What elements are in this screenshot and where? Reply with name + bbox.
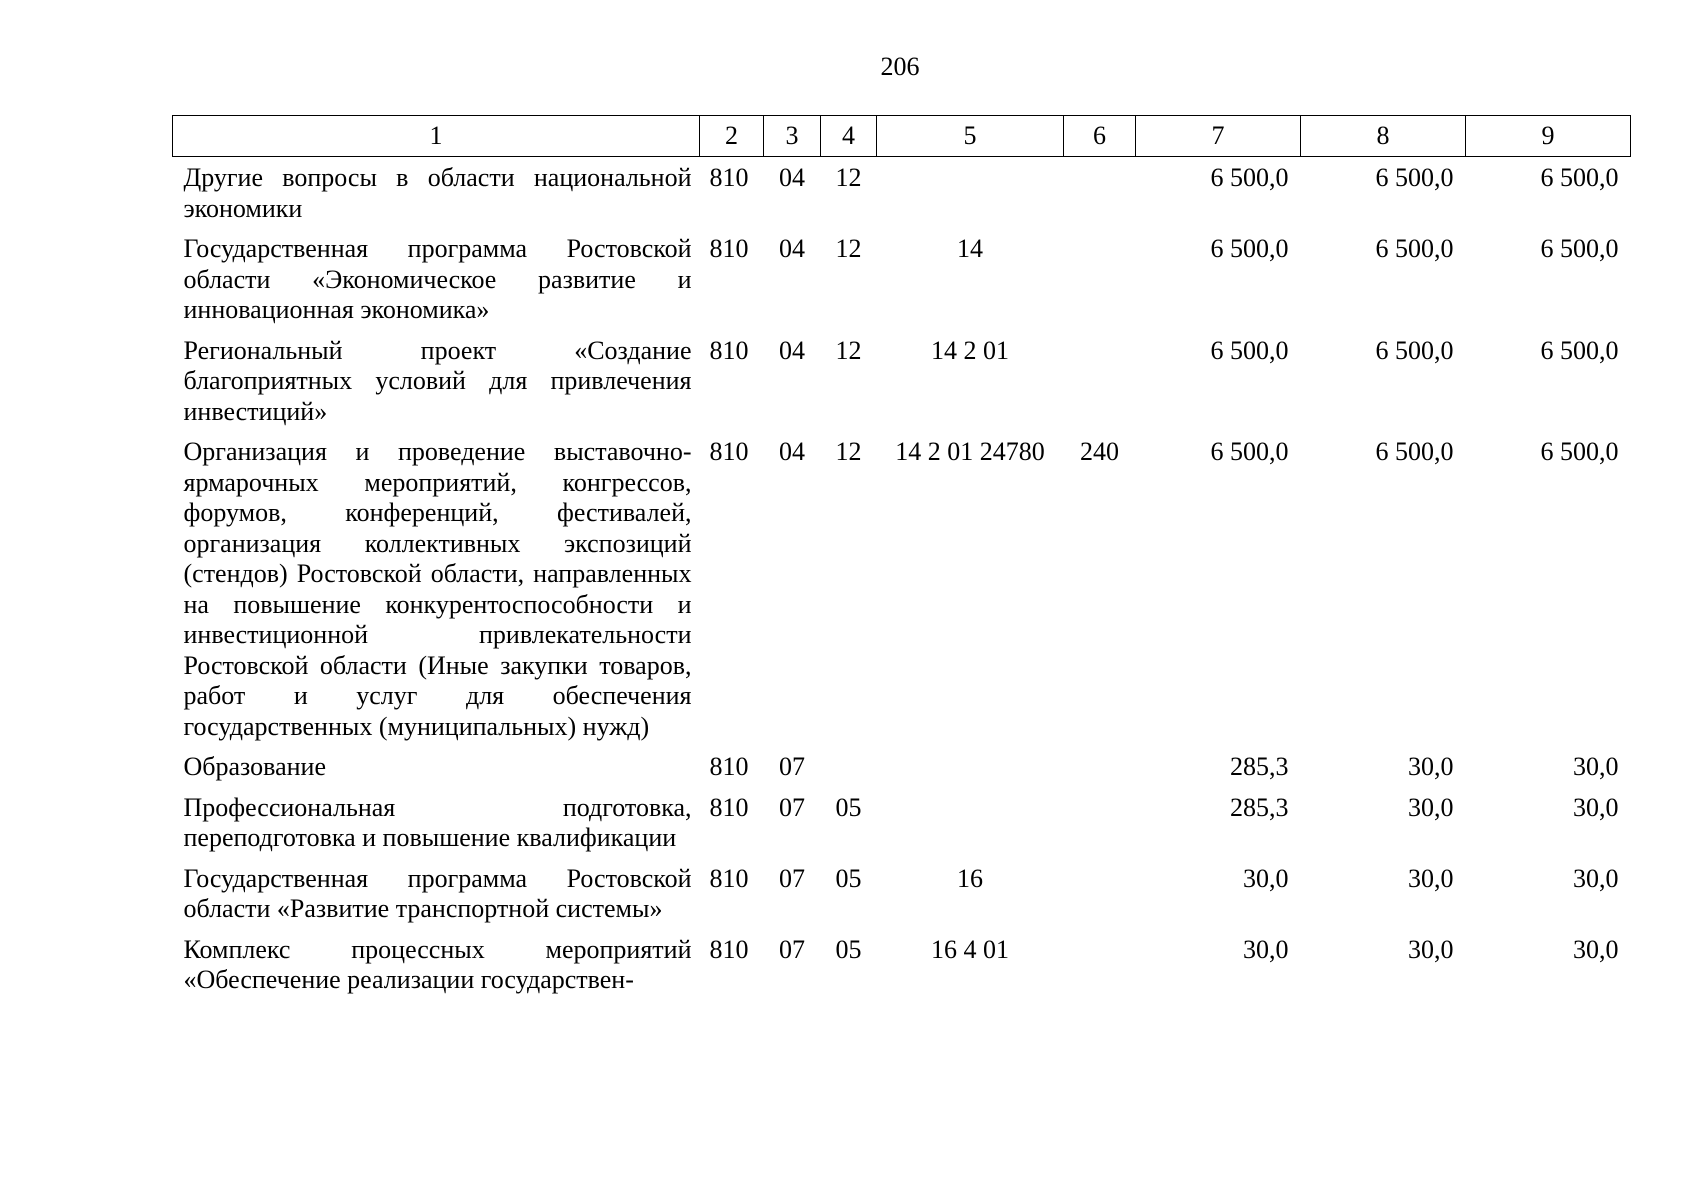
cell-subsection: 12 bbox=[835, 163, 862, 192]
cell-subsection: 05 bbox=[835, 934, 862, 964]
cell-expense-type bbox=[1064, 157, 1136, 235]
cell-amount-8: 6 500,0 bbox=[1375, 335, 1454, 365]
budget-table bbox=[172, 115, 1631, 1006]
header-col-5: 5 bbox=[877, 116, 1064, 157]
cell-amount-7: 30,0 bbox=[1243, 863, 1289, 893]
cell-section: 07 bbox=[779, 792, 805, 822]
cell-ministry-code: 810 bbox=[709, 792, 749, 822]
row-name: Другие вопросы в области национальной экономики bbox=[183, 163, 692, 223]
table-row bbox=[173, 935, 1631, 1006]
cell-amount-8: 30,0 bbox=[1408, 752, 1454, 781]
table-row bbox=[173, 336, 1631, 438]
cell-amount-8: 30,0 bbox=[1408, 934, 1454, 964]
cell-amount-9: 6 500,0 bbox=[1540, 163, 1619, 192]
cell-amount-8: 6 500,0 bbox=[1375, 437, 1454, 466]
cell-amount-7: 6 500,0 bbox=[1210, 335, 1289, 365]
row-name: Профессиональная подготовка, переподготовка и повышение квалификации bbox=[183, 792, 692, 852]
cell-amount-7: 285,3 bbox=[1230, 752, 1289, 781]
table-row bbox=[173, 437, 1631, 752]
cell-ministry-code: 810 bbox=[709, 335, 749, 365]
cell-ministry-code: 810 bbox=[709, 437, 749, 466]
table-row bbox=[173, 752, 1631, 793]
row-name: Региональный проект «Создание благоприятных условий для привлечения инвестиций» bbox=[183, 335, 692, 426]
cell-target-article: 14 2 01 bbox=[931, 335, 1009, 365]
cell-amount-7: 6 500,0 bbox=[1210, 234, 1289, 263]
cell-ministry-code: 810 bbox=[709, 234, 749, 263]
cell-section: 07 bbox=[779, 863, 805, 893]
cell-amount-9: 30,0 bbox=[1573, 863, 1619, 893]
cell-section: 07 bbox=[779, 752, 805, 781]
cell-section: 04 bbox=[779, 163, 805, 192]
cell-subsection: 05 bbox=[835, 792, 862, 822]
cell-ministry-code: 810 bbox=[709, 163, 749, 192]
cell-target-article bbox=[877, 793, 1064, 864]
cell-expense-type bbox=[1064, 793, 1136, 864]
cell-amount-7: 6 500,0 bbox=[1210, 163, 1289, 192]
cell-amount-9: 6 500,0 bbox=[1540, 437, 1619, 466]
cell-amount-7: 30,0 bbox=[1243, 934, 1289, 964]
cell-amount-8: 30,0 bbox=[1408, 792, 1454, 822]
table-body bbox=[173, 157, 1631, 1006]
header-col-2: 2 bbox=[700, 116, 764, 157]
cell-ministry-code: 810 bbox=[709, 934, 749, 964]
cell-section: 04 bbox=[779, 234, 805, 263]
row-name: Комплекс процессных мероприятий «Обеспечение реализации государствен- bbox=[183, 934, 692, 994]
header-row bbox=[173, 116, 1631, 157]
table-row bbox=[173, 793, 1631, 864]
cell-target-article: 16 4 01 bbox=[931, 934, 1009, 964]
row-name: Государственная программа Ростовской области «Экономическое развитие и инновационная экономика» bbox=[183, 234, 692, 324]
cell-expense-type: 240 bbox=[1080, 437, 1119, 466]
table-row bbox=[173, 864, 1631, 935]
cell-section: 04 bbox=[779, 437, 805, 466]
cell-subsection: 12 bbox=[835, 437, 862, 466]
cell-amount-8: 6 500,0 bbox=[1375, 163, 1454, 192]
cell-section: 04 bbox=[779, 335, 805, 365]
cell-ministry-code: 810 bbox=[709, 863, 749, 893]
cell-amount-9: 6 500,0 bbox=[1540, 234, 1619, 263]
cell-amount-9: 6 500,0 bbox=[1540, 335, 1619, 365]
header-col-7: 7 bbox=[1136, 116, 1301, 157]
page-number: 206 bbox=[880, 52, 920, 81]
cell-subsection: 12 bbox=[835, 335, 862, 365]
cell-target-article: 16 bbox=[957, 863, 983, 893]
cell-target-article: 14 2 01 24780 bbox=[895, 437, 1045, 466]
cell-amount-7: 285,3 bbox=[1230, 792, 1289, 822]
header-col-1: 1 bbox=[173, 116, 700, 157]
cell-section: 07 bbox=[779, 934, 805, 964]
table-row bbox=[173, 234, 1631, 336]
row-name: Государственная программа Ростовской области «Развитие транспортной системы» bbox=[183, 863, 692, 923]
cell-expense-type bbox=[1064, 336, 1136, 438]
cell-target-article bbox=[877, 157, 1064, 235]
row-name: Образование bbox=[183, 752, 327, 781]
cell-amount-8: 6 500,0 bbox=[1375, 234, 1454, 263]
table-header bbox=[173, 116, 1631, 157]
cell-target-article bbox=[877, 752, 1064, 793]
cell-subsection: 12 bbox=[835, 234, 862, 263]
header-col-8: 8 bbox=[1301, 116, 1466, 157]
cell-amount-9: 30,0 bbox=[1573, 752, 1619, 781]
cell-subsection: 05 bbox=[835, 863, 862, 893]
header-col-9: 9 bbox=[1466, 116, 1631, 157]
cell-target-article: 14 bbox=[957, 234, 983, 263]
cell-expense-type bbox=[1064, 935, 1136, 1006]
cell-amount-9: 30,0 bbox=[1573, 934, 1619, 964]
cell-ministry-code: 810 bbox=[709, 752, 749, 781]
cell-amount-8: 30,0 bbox=[1408, 863, 1454, 893]
row-name: Организация и проведение выставочно-ярмарочных мероприятий, конгрессов, форумов, конференций, фестивалей, организация коллективных экспозиций (стендов) Ростовской области, направленных на повышение конкурентоспособности и инвестиционной привлекательности Ростовской области (Иные закупки товаров, работ и услуг для обеспечения государственных (муниципальных) нужд) bbox=[183, 437, 692, 741]
header-col-6: 6 bbox=[1064, 116, 1136, 157]
cell-expense-type bbox=[1064, 234, 1136, 336]
cell-expense-type bbox=[1064, 752, 1136, 793]
table-row bbox=[173, 157, 1631, 235]
header-col-3: 3 bbox=[764, 116, 821, 157]
cell-amount-7: 6 500,0 bbox=[1210, 437, 1289, 466]
header-col-4: 4 bbox=[821, 116, 877, 157]
cell-subsection bbox=[821, 752, 877, 793]
cell-amount-9: 30,0 bbox=[1573, 792, 1619, 822]
cell-expense-type bbox=[1064, 864, 1136, 935]
